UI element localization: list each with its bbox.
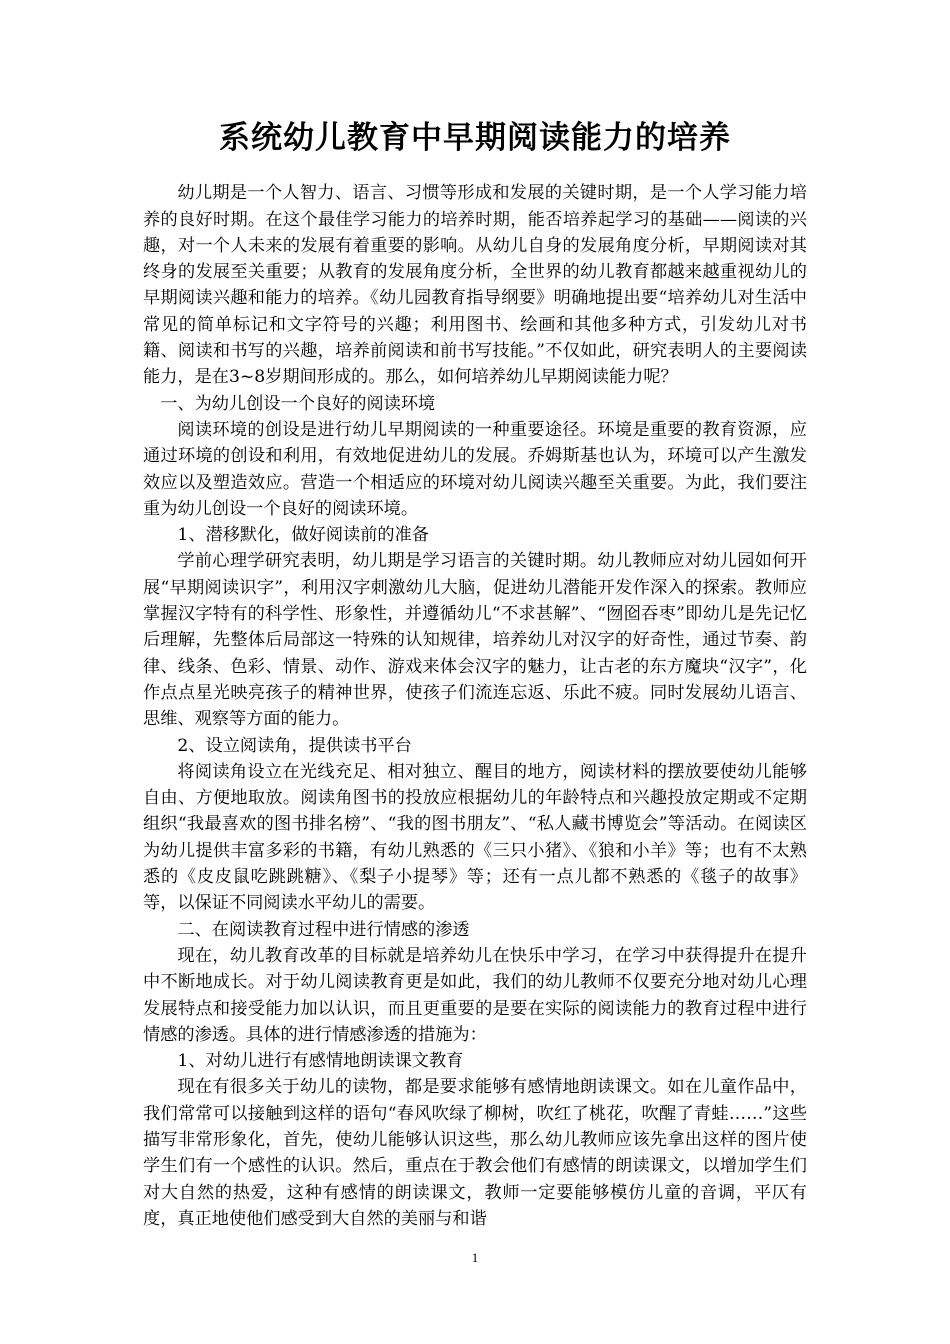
page-number: 1	[471, 1250, 479, 1265]
section-heading-2: 二、在阅读教育过程中进行情感的渗透	[177, 919, 470, 940]
section-heading-1: 一、为幼儿创设一个良好的阅读环境	[160, 393, 436, 414]
subsection-heading-1-2: 2、设立阅读角，提供读书平台	[177, 735, 412, 756]
document-page	[143, 118, 807, 1232]
document-title: 系统幼儿教育中早期阅读能力的培养	[219, 120, 731, 156]
paragraph-emotion: 现在，幼儿教育改革的目标就是培养幼儿在快乐中学习，在学习中获得提升在提升中不断地成长。对于幼儿阅读教育更是如此，我们的幼儿教师不仅要充分地对幼儿心理发展特点和接受能力加以认识，而且更重要的是要在实际的阅读能力的教育过程中进行情感的渗透。具体的进行情感渗透的措施为：	[143, 945, 807, 1045]
paragraph-environment: 阅读环境的创设是进行幼儿早期阅读的一种重要途径。环境是重要的教育资源，应通过环境的创设和利用，有效地促进幼儿的发展。乔姆斯基也认为，环境可以产生激发效应以及塑造效应。营造一个相适应的环境对幼儿阅读兴趣至关重要。为此，我们要注重为幼儿创设一个良好的阅读环境。	[143, 419, 807, 519]
subsection-heading-1-1: 1、潜移默化，做好阅读前的准备	[177, 525, 429, 546]
paragraph-intro: 幼儿期是一个人智力、语言、习惯等形成和发展的关键时期，是一个人学习能力培养的良好时期。在这个最佳学习能力的培养时期，能否培养起学习的基础——阅读的兴趣，对一个人未来的发展有着重要的影响。从幼儿自身的发展角度分析，早期阅读对其终身的发展至关重要；从教育的发展角度分析，全世界的幼儿教育都越来越重视幼儿的早期阅读兴趣和能力的培养。《幼儿园教育指导纲要》明确地提出要“培养幼儿对生活中常见的简单标记和文字符号的兴趣；利用图书、绘画和其他多种方式，引发幼儿对书籍、阅读和书写的兴趣，培养前阅读和前书写技能。”不仅如此，研究表明人的主要阅读能力，是在3~8岁期间形成的。那么，如何培养幼儿早期阅读能力呢？	[143, 183, 807, 388]
paragraph-reading-corner: 将阅读角设立在光线充足、相对独立、醒目的地方，阅读材料的摆放要使幼儿能够自由、方便地取放。阅读角图书的投放应根据幼儿的年龄特点和兴趣投放定期或不定期组织“我最喜欢的图书排名榜”、“我的图书朋友”、“私人藏书博览会”等活动。在阅读区为幼儿提供丰富多彩的书籍，有幼儿熟悉的《三只小猪》、《狼和小羊》等；也有不太熟悉的《皮皮鼠吃跳跳糖》、《梨子小提琴》等；还有一点儿都不熟悉的《毯子的故事》等，以保证不同阅读水平幼儿的需要。	[143, 761, 807, 914]
paragraph-preparation: 学前心理学研究表明，幼儿期是学习语言的关键时期。幼儿教师应对幼儿园如何开展“早期阅读识字”，利用汉字刺激幼儿大脑，促进幼儿潜能开发作深入的探索。教师应掌握汉字特有的科学性、形象性，并遵循幼儿“不求甚解”、“囫囵吞枣”即幼儿是先记忆后理解，先整体后局部这一特殊的认知规律，培养幼儿对汉字的好奇性，通过节奏、韵律、线条、色彩、情景、动作、游戏来体会汉字的魅力，让古老的东方魔块“汉字”，化作点点星光映亮孩子的精神世界，使孩子们流连忘返、乐此不疲。同时发展幼儿语言、思维、观察等方面的能力。	[143, 551, 807, 730]
paragraph-reading-aloud: 现在有很多关于幼儿的读物，都是要求能够有感情地朗读课文。如在儿童作品中，我们常常可以接触到这样的语句“春风吹绿了柳树，吹红了桃花，吹醒了青蛙……”这些描写非常形象化，首先，使幼儿能够认识这些，那么幼儿教师应该先拿出这样的图片使学生们有一个感性的认识。然后，重点在于教会他们有感情的朗读课文，以增加学生们对大自然的热爱，这种有感情的朗读课文，教师一定要能够模仿儿童的音调，平仄有度，真正地使他们感受到大自然的美丽与和谐	[143, 1077, 807, 1229]
subsection-heading-2-1: 1、对幼儿进行有感情地朗读课文教育	[177, 1051, 464, 1072]
